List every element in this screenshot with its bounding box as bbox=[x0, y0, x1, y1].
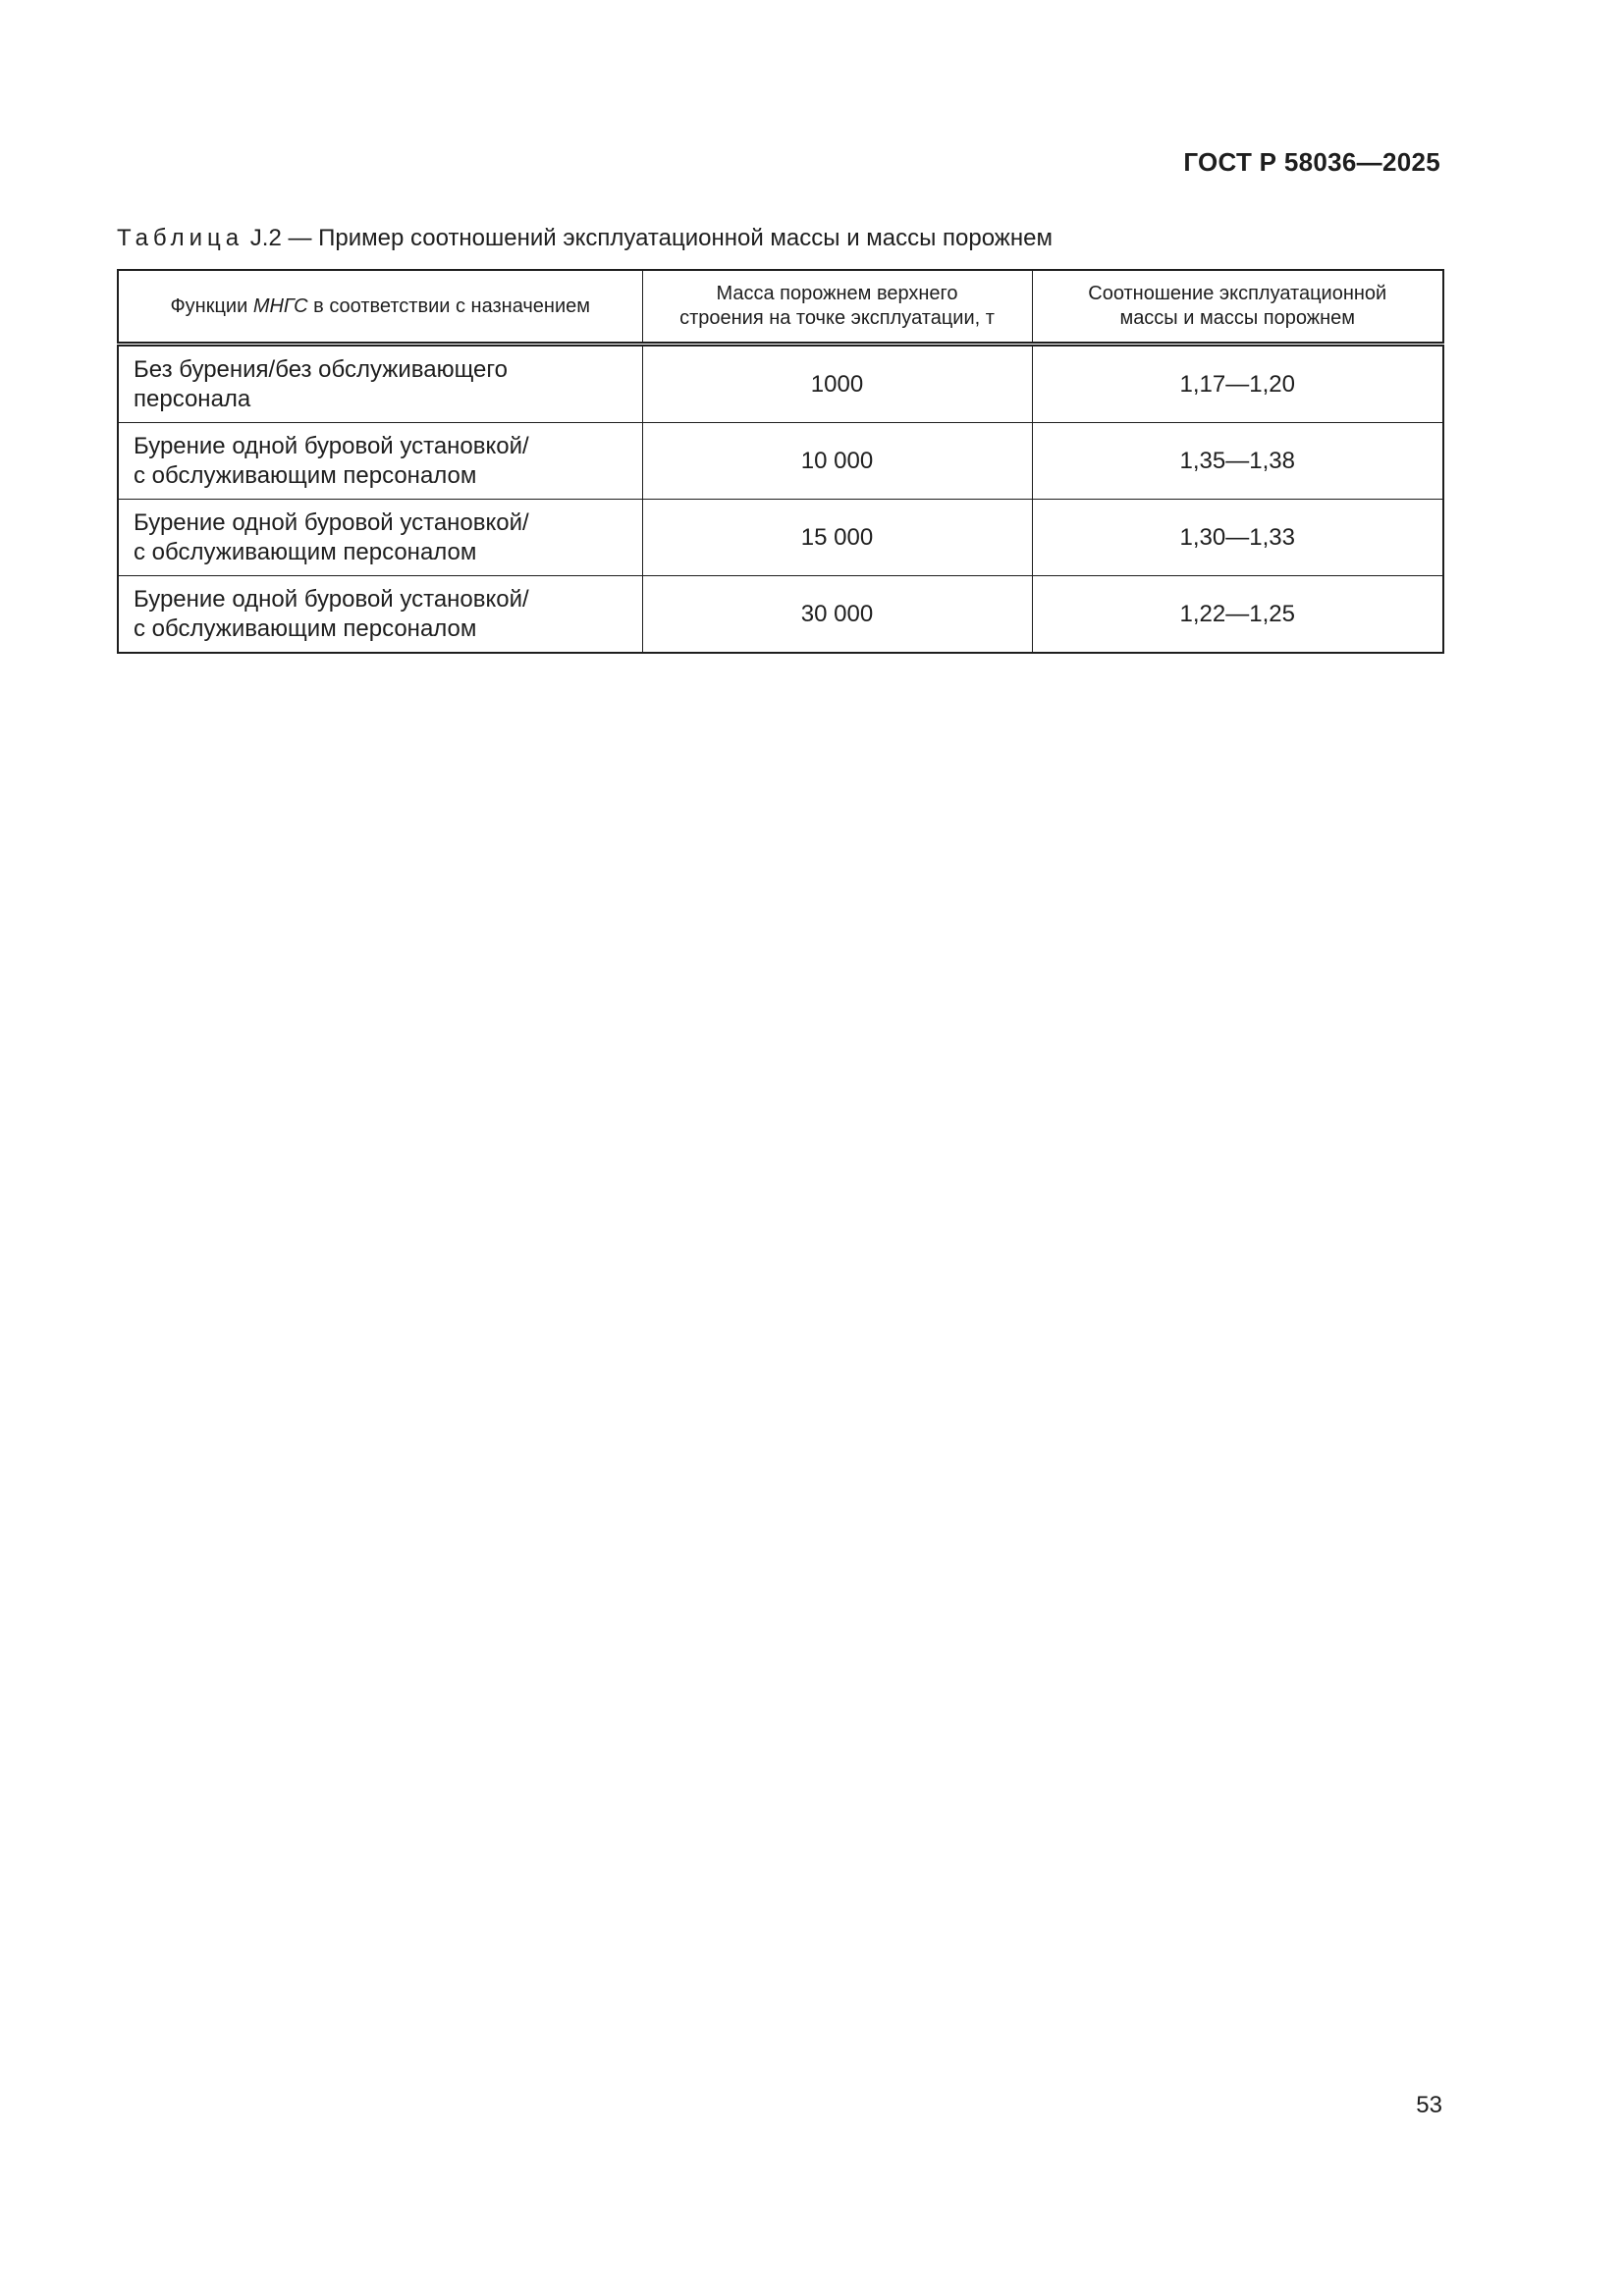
cell-function: Без бурения/без обслуживающего персонала bbox=[118, 345, 642, 423]
table-row bbox=[118, 423, 1443, 500]
cell-empty-mass: 10 000 bbox=[642, 423, 1032, 500]
table-row bbox=[118, 345, 1443, 423]
cell-mass-ratio: 1,30—1,33 bbox=[1032, 500, 1443, 576]
header-functions-italic: МНГС bbox=[252, 294, 308, 317]
cell-mass-ratio: 1,35—1,38 bbox=[1032, 423, 1443, 500]
header-empty-mass: Масса порожнем верхнего строения на точке эксплуатации, т bbox=[642, 270, 1032, 345]
table-header-row bbox=[118, 270, 1443, 345]
cell-function: Бурение одной буровой установкой/ с обслуживающим персоналом bbox=[118, 576, 642, 654]
page-number: 53 bbox=[1416, 2092, 1442, 2118]
cell-function: Бурение одной буровой установкой/ с обслуживающим персоналом bbox=[118, 500, 642, 576]
cell-function: Бурение одной буровой установкой/ с обслуживающим персоналом bbox=[118, 423, 642, 500]
table-caption-text: J.2 — Пример соотношений эксплуатационной массы и массы порожнем bbox=[249, 225, 1053, 251]
mass-ratio-table bbox=[117, 269, 1444, 654]
document-standard-header: ГОСТ Р 58036—2025 bbox=[1183, 147, 1440, 177]
cell-empty-mass: 1000 bbox=[642, 345, 1032, 423]
table-caption bbox=[117, 225, 1053, 252]
table-row bbox=[118, 500, 1443, 576]
cell-empty-mass: 30 000 bbox=[642, 576, 1032, 654]
cell-mass-ratio: 1,17—1,20 bbox=[1032, 345, 1443, 423]
header-mass-ratio: Соотношение эксплуатационной массы и массы порожнем bbox=[1032, 270, 1443, 345]
table-caption-prefix: Таблица bbox=[117, 225, 244, 251]
header-functions: Функции МНГС в соответствии с назначением bbox=[118, 270, 642, 345]
table-row bbox=[118, 576, 1443, 654]
cell-mass-ratio: 1,22—1,25 bbox=[1032, 576, 1443, 654]
cell-empty-mass: 15 000 bbox=[642, 500, 1032, 576]
